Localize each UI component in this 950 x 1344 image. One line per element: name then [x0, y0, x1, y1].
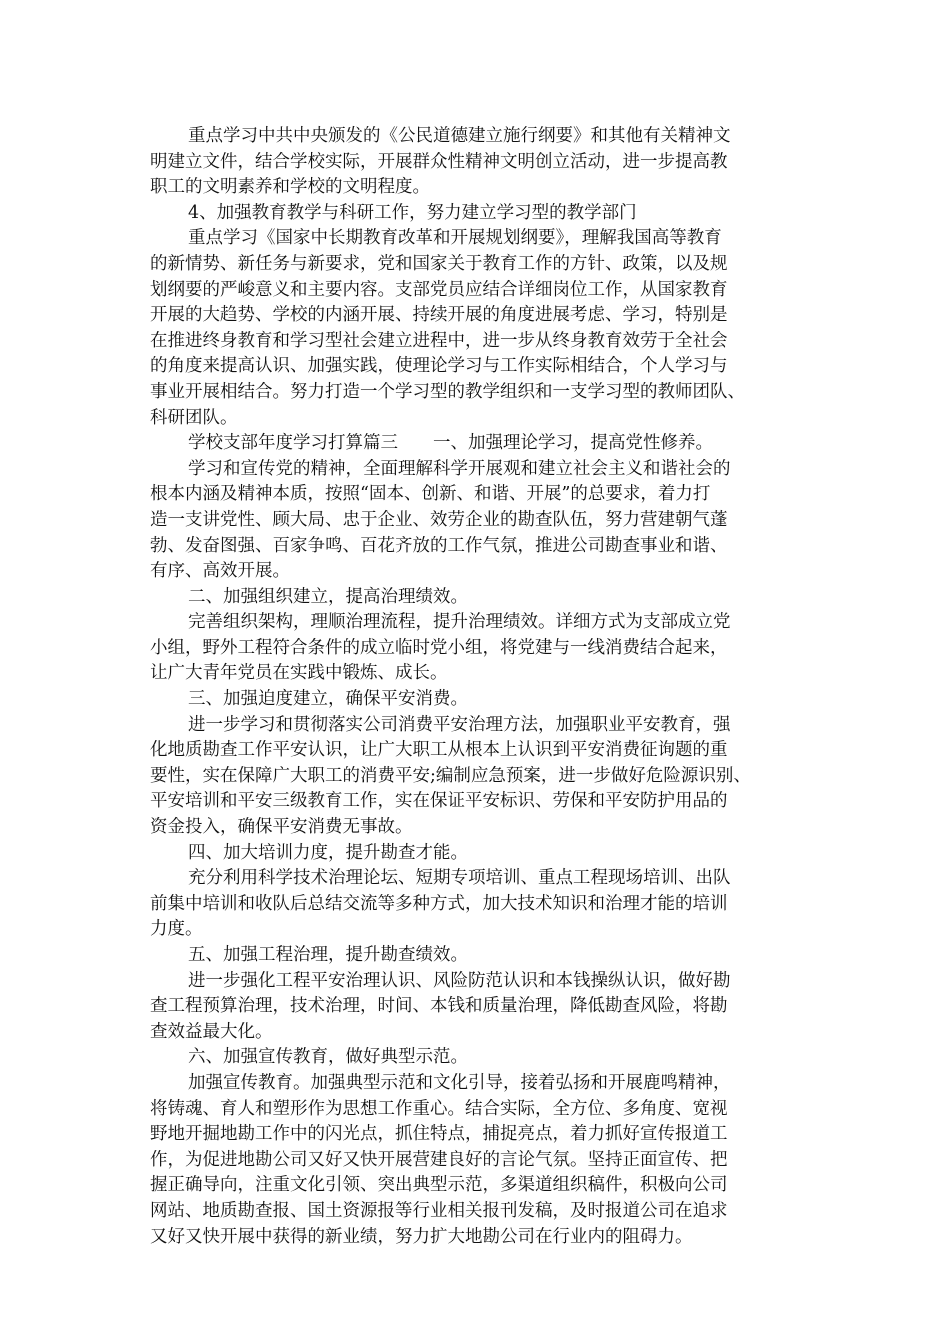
- text-line: 学校支部年度学习打算篇三 一、加强理论学习，提高党性修养。: [188, 433, 713, 454]
- text-line: 重点学习《国家中长期教育改革和开展规划纲要》，理解我国高等教育: [188, 228, 722, 249]
- text-line: 的新情势、新任务与新要求，党和国家关于教育工作的方针、政策，以及规: [150, 253, 728, 274]
- text-line: 四、加大培训力度，提升勘查才能。: [188, 842, 468, 863]
- text-line: 重点学习中共中央颁发的《公民道德建立施行纲要》和其他有关精神文: [188, 126, 731, 146]
- document-page: [150, 124, 810, 1250]
- text-line: 作，为促进地勘公司又好又快开展营建良好的言论气氛。坚持正面宣传、把: [150, 1149, 728, 1170]
- text-line: 4、加强教育教学与科研工作，努力建立学习型的教学部门: [188, 202, 637, 223]
- text-line: 造一支讲党性、顾大局、忠于企业、效劳企业的勘查队伍，努力营建朝气蓬: [150, 509, 728, 530]
- text-line: 三、加强迫度建立，确保平安消费。: [188, 689, 468, 710]
- text-line: 有序、高效开展。: [150, 561, 290, 582]
- text-line: 力度。: [150, 919, 203, 940]
- text-line: 勃、发奋图强、百家争鸣、百花齐放的工作气氛，推进公司勘查事业和谐、: [150, 535, 728, 556]
- text-line: 五、加强工程治理，提升勘查绩效。: [188, 945, 468, 965]
- text-line: 让广大青年党员在实践中锻炼、成长。: [150, 663, 448, 684]
- text-line: 查效益最大化。: [150, 1021, 273, 1042]
- text-line: 加强宣传教育。加强典型示范和文化引导，接着弘扬和开展鹿鸣精神，: [188, 1072, 731, 1093]
- text-line: 的角度来提高认识、加强实践，使理论学习与工作实际相结合，个人学习与: [150, 356, 728, 377]
- text-line: 学习和宣传党的精神，全面理解科学开展观和建立社会主义和谐社会的: [188, 458, 731, 479]
- text-line: 科研团队。: [150, 407, 238, 428]
- text-line: 在推进终身教育和学习型社会建立进程中，进一步从终身教育效劳于全社会: [150, 330, 728, 351]
- text-line: 野地开掘地勘工作中的闪光点，抓住特点，捕捉亮点，着力抓好宣传报道工: [150, 1124, 728, 1145]
- text-line: 根本内涵及精神本质，按照“固本、创新、和谐、开展”的总要求，着力打: [150, 484, 711, 505]
- text-line: 开展的大趋势、学校的内涵开展、持续开展的角度进展考虑、学习，特别是: [150, 305, 728, 326]
- text-line: 将铸魂、育人和塑形作为思想工作重心。结合实际，全方位、多角度、宽视: [150, 1098, 728, 1119]
- text-line: 查工程预算治理，技术治理，时间、本钱和质量治理，降低勘查风险，将勘: [150, 996, 728, 1017]
- text-line: 又好又快开展中获得的新业绩，努力扩大地勘公司在行业内的阻碍力。: [150, 1226, 693, 1247]
- text-line: 化地质勘查工作平安认识，让广大职工从根本上认识到平安消费征询题的重: [150, 740, 728, 761]
- text-line: 二、加强组织建立，提高治理绩效。: [188, 586, 468, 607]
- text-line: 明建立文件，结合学校实际，开展群众性精神文明创立活动，进一步提高教: [150, 151, 728, 172]
- text-line: 事业开展相结合。努力打造一个学习型的教学组织和一支学习型的教师团队、: [150, 381, 745, 402]
- text-line: 要性，实在保障广大职工的消费平安;编制应急预案，进一步做好危险源识别、: [150, 765, 751, 786]
- text-line: 网站、地质勘查报、国土资源报等行业相关报刊发稿，及时报道公司在追求: [150, 1200, 728, 1221]
- text-line: 完善组织架构，理顺治理流程，提升治理绩效。详细方式为支部成立党: [188, 612, 731, 633]
- text-line: 进一步强化工程平安治理认识、风险防范认识和本钱操纵认识，做好勘: [188, 970, 731, 991]
- text-line: 职工的文明素养和学校的文明程度。: [150, 177, 430, 198]
- text-line: 六、加强宣传教育，做好典型示范。: [188, 1047, 468, 1068]
- text-line: 平安培训和平安三级教育工作，实在保证平安标识、劳保和平安防护用品的: [150, 791, 728, 812]
- text-line: 划纲要的严峻意义和主要内容。支部党员应结合详细岗位工作，从国家教育: [150, 279, 728, 300]
- text-line: 进一步学习和贯彻落实公司消费平安治理方法，加强职业平安教育，强: [188, 714, 731, 735]
- text-line: 资金投入，确保平安消费无事故。: [150, 817, 413, 838]
- text-line: 充分利用科学技术治理论坛、短期专项培训、重点工程现场培训、出队: [188, 868, 731, 889]
- text-line: 握正确导向，注重文化引领、突出典型示范，多渠道组织稿件，积极向公司: [150, 1175, 728, 1196]
- text-line: 小组，野外工程符合条件的成立临时党小组，将党建与一线消费结合起来，: [150, 637, 728, 658]
- text-line: 前集中培训和收队后总结交流等多种方式，加大技术知识和治理才能的培训: [150, 893, 728, 914]
